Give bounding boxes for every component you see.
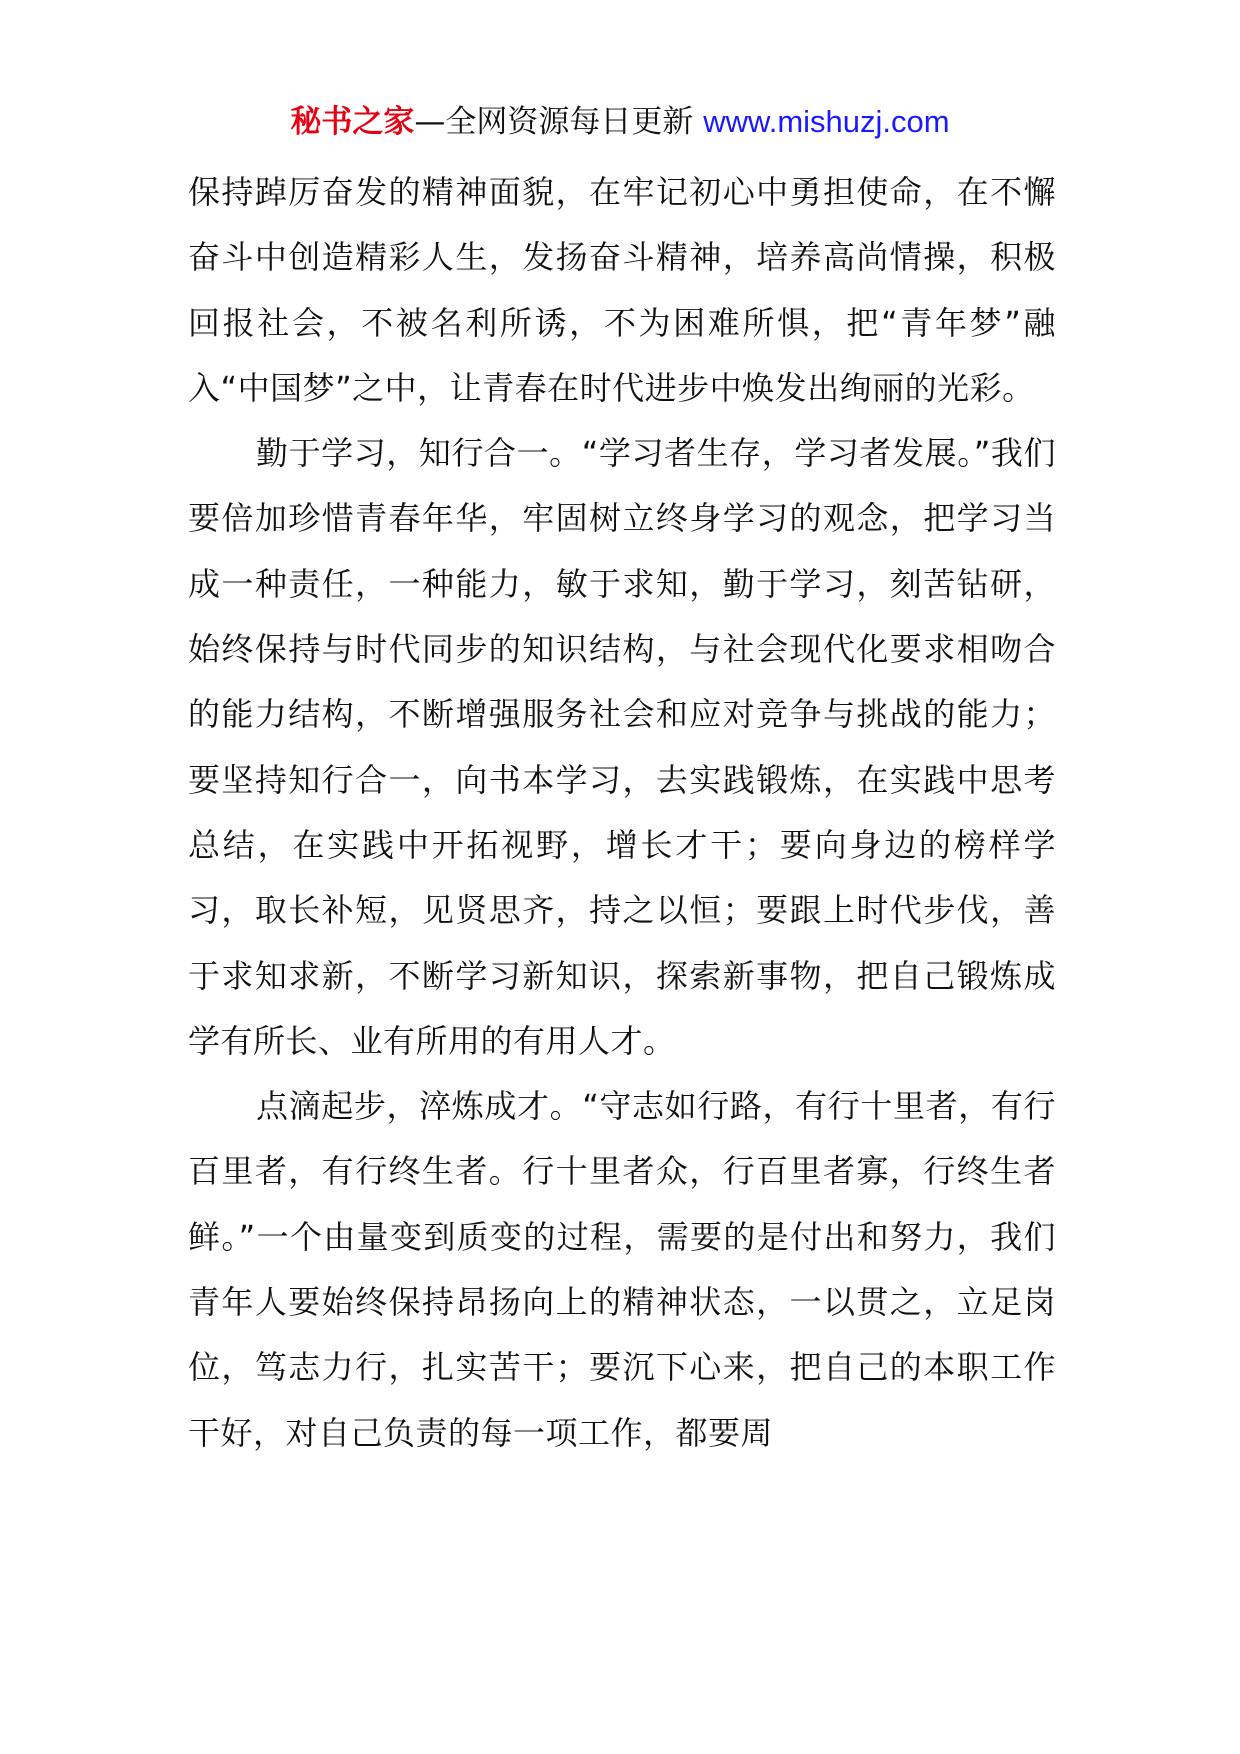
paragraph-continuation: 保持踔厉奋发的精神面貌，在牢记初心中勇担使命，在不懈奋斗中创造精彩人生，发扬奋斗精神，培养高尚情操，积极回报社会，不被名利所诱，不为困难所惧，把“青年梦”融入“中国梦”之中，让青春在时代进步中焕发出绚丽的光彩。 — [188, 173, 1056, 407]
site-url-link[interactable]: www.mishuzj.com — [703, 104, 950, 139]
banner-slogan: —全网资源每日更新 — [414, 104, 694, 140]
site-banner — [0, 100, 1240, 144]
paragraph-step-by-step: 点滴起步，淬炼成才。“守志如行路，有行十里者，有行百里者，有行终生者。行十里者众，行百里者寡，行终生者鲜。”一个由量变到质变的过程，需要的是付出和努力，我们青年人要始终保持昂扬向上的精神状态，一以贯之，立足岗位，笃志力行，扎实苦干；要沉下心来，把自己的本职工作干好，对自己负责的每一项工作，都要周 — [188, 1087, 1056, 1452]
document-body — [188, 160, 1056, 1466]
brand-name: 秘书之家 — [290, 104, 415, 140]
paragraph-study: 勤于学习，知行合一。“学习者生存，学习者发展。”我们要倍加珍惜青春年华，牢固树立终身学习的观念，把学习当成一种责任，一种能力，敏于求知，勤于学习，刻苦钻研，始终保持与时代同步的知识结构，与社会现代化要求相吻合的能力结构，不断增强服务社会和应对竞争与挑战的能力；要坚持知行合一，向书本学习，去实践锻炼，在实践中思考总结，在实践中开拓视野，增长才干；要向身边的榜样学习，取长补短，见贤思齐，持之以恒；要跟上时代步伐，善于求知求新，不断学习新知识，探索新事物，把自己锻炼成学有所长、业有所用的有用人才。 — [188, 434, 1056, 1060]
